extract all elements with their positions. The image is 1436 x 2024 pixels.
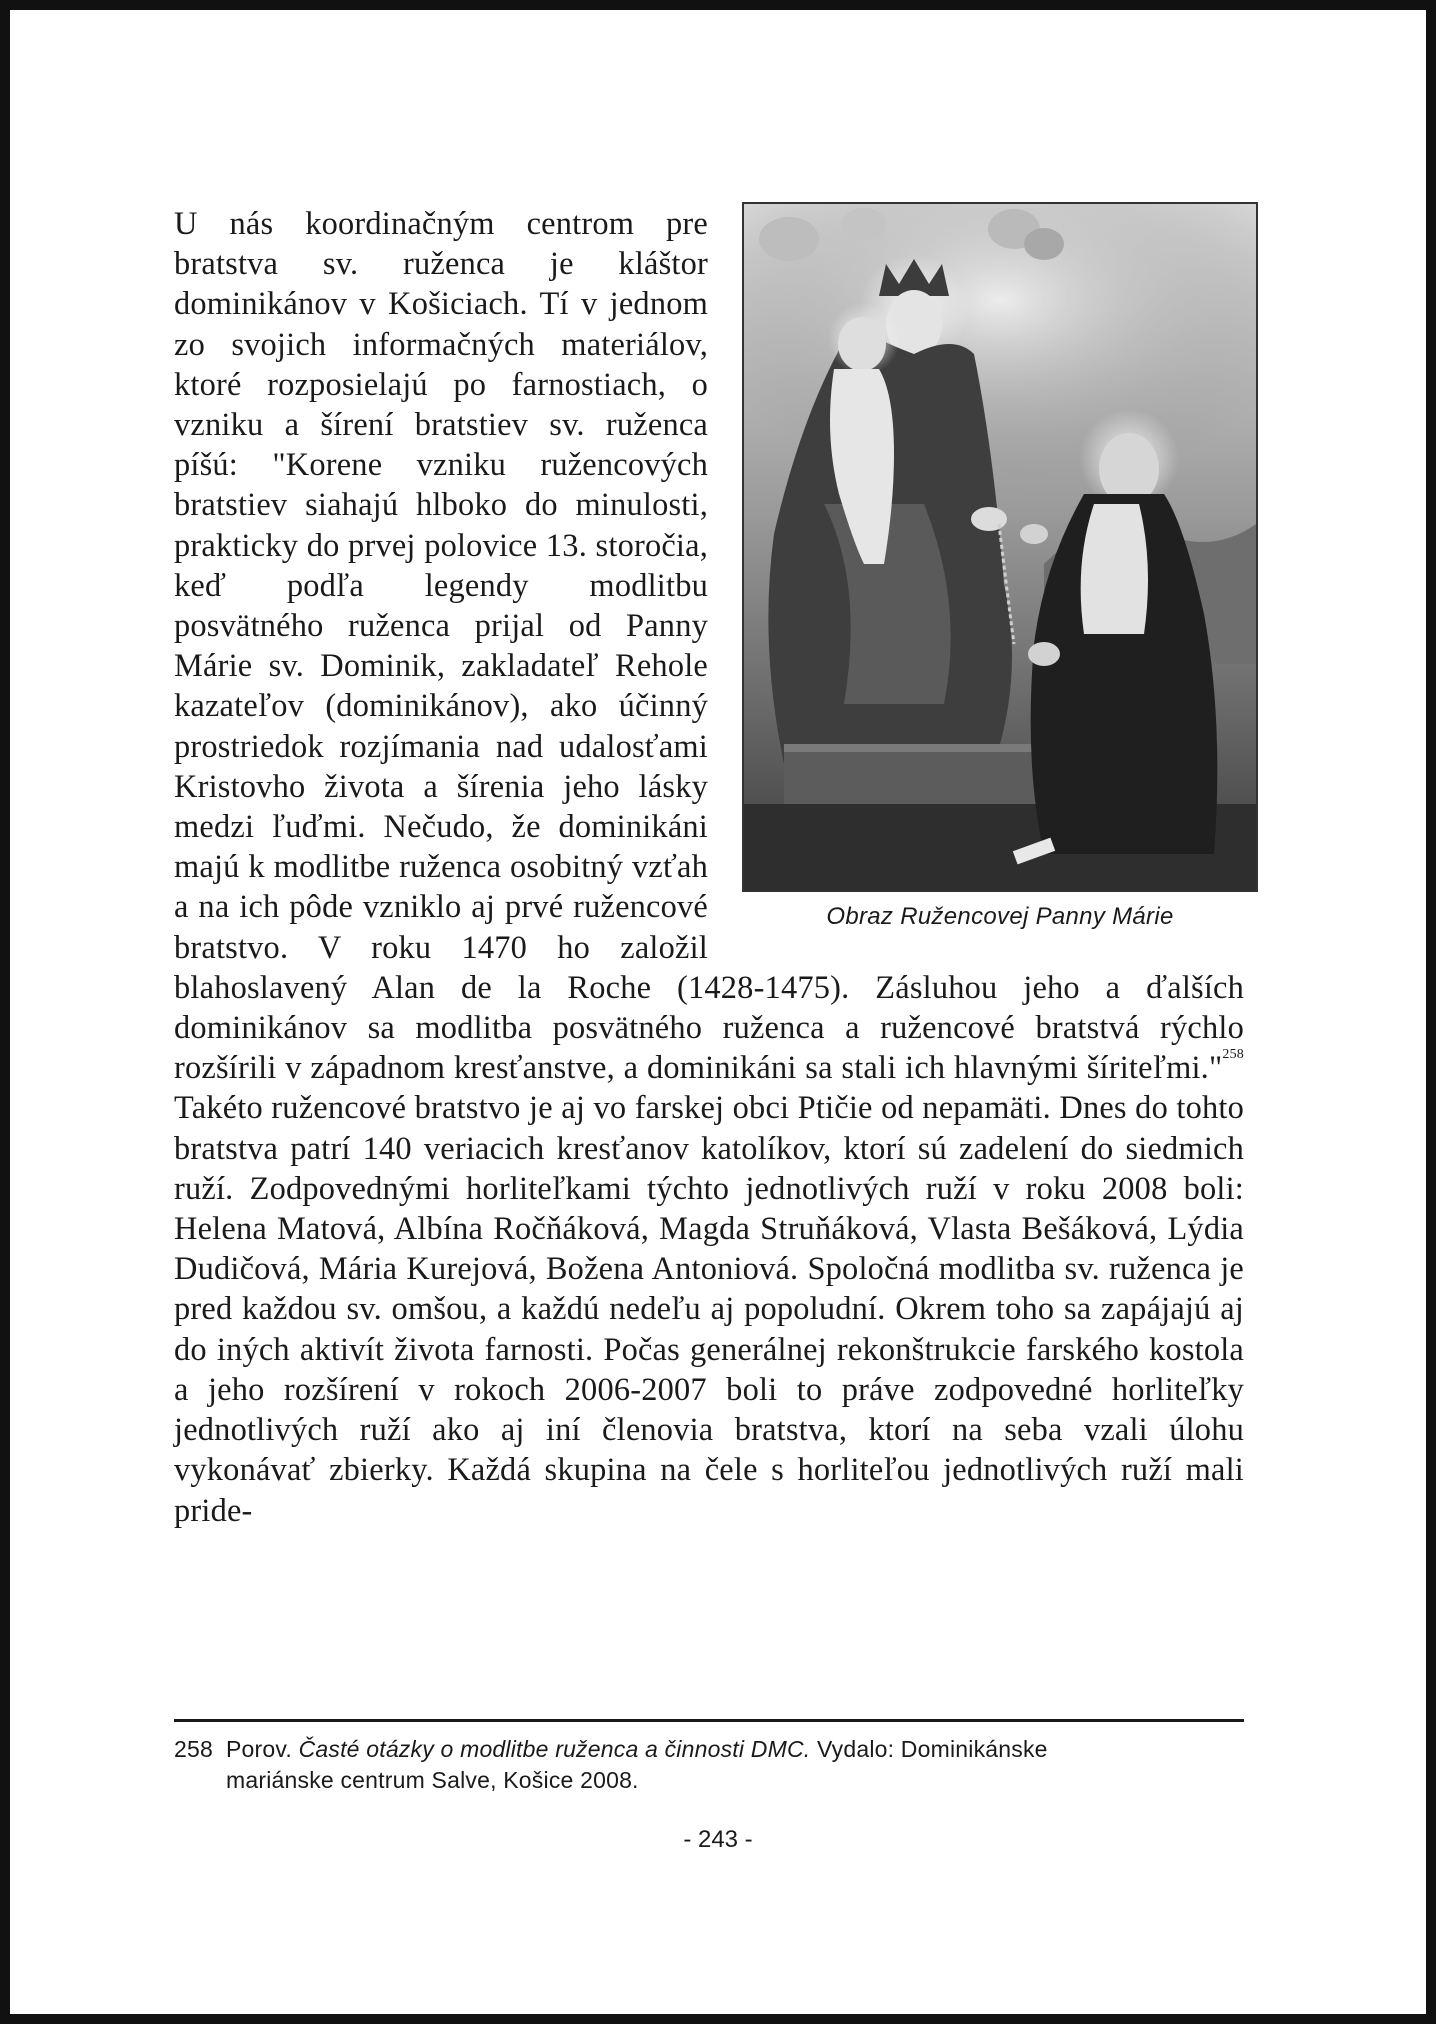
footnote-title: Časté otázky o modlitbe ruženca a činnosti DMC. bbox=[298, 1736, 811, 1762]
footnote-publisher: Vydalo: Dominikánske bbox=[810, 1736, 1048, 1762]
footnote-divider bbox=[174, 1719, 1244, 1722]
figure-caption: Obraz Ružencovej Panny Márie bbox=[826, 903, 1174, 930]
main-text bbox=[174, 204, 1244, 1531]
painting-madonna-rosary bbox=[742, 202, 1258, 892]
body-continuation-text: Takéto ružencové bratstvo je aj vo farskej obci Ptičie od nepamäti. Dnes do tohto bratstva patrí 140 veriacich kresťanov katolíkov, ktorí sú zadelení do siedmich ruží. Zodpovednými horliteľkami týchto jednotlivých ruží v roku 2008 boli: Helena Matová, Albína Ročňáková, Magda Struňáková, Vlasta Bešáková, Lýdia Dudičová, Mária Kurejová, Božena Antoniová. Spoločná modlitba sv. ruženca je pred každou sv. omšou, a každú nedeľu aj popoludní. Okrem toho sa zapájajú aj do iných aktivít života farnosti. Počas generálnej rekonštrukcie farského kostola a jeho rozšírení v rokoch 2006-2007 boli to práve zodpovedné horliteľky jednotlivých ruží ako aj iní členovia bratstva, ktorí na seba vzali úlohu vykonávať zbierky. Každá skupina na čele s horliteľou jednotlivých ruží mali pride- bbox=[174, 1090, 1244, 1529]
footnote-prefix: Porov. bbox=[226, 1736, 299, 1762]
footnote-line-1 bbox=[174, 1734, 1244, 1765]
body-paragraph-text: U nás koordinačným centrom pre bratstva sv. ruženca je kláštor dominikánov v Košiciach. Tí v jednom zo svojich informačných materiálov, ktoré rozposielajú po farnostiach, o vzniku a šírení bratstiev sv. ruženca píšú: "Korene vzniku ružencových bratstiev siahajú hlboko do minulosti, prakticky do prvej polovice 13. storočia, keď podľa legendy modlitbu posvätného ruženca prijal od Panny Márie sv. Dominik, zakladateľ Rehole kazateľov (dominikánov), ako účinný prostriedok rozjímania nad udalosťami Kristovho života a šírenia jeho lásky medzi ľuďmi. Nečudo, že dominikáni majú k modlitbe ruženca osobitný vzťah a na ich pôde vzniklo aj prvé ružencové bratstvo. V roku 1470 ho založil blahoslavený Alan de la Roche (1428-1475). Zásluhou jeho a ďalších dominikánov sa modlitba posvätného ruženca a ružencové bratstvá rýchlo rozšírili v západnom kresťanstve, a dominikáni sa stali ich hlavnými šíriteľmi." bbox=[174, 206, 1244, 1087]
page-number: - 243 - bbox=[683, 1826, 753, 1853]
footnote-number: 258 bbox=[174, 1736, 213, 1762]
footnote-line-2: mariánske centrum Salve, Košice 2008. bbox=[226, 1767, 639, 1793]
figure bbox=[742, 202, 1258, 932]
footnote bbox=[174, 1734, 1244, 1796]
footnote-reference[interactable]: 258 bbox=[1222, 1047, 1244, 1063]
